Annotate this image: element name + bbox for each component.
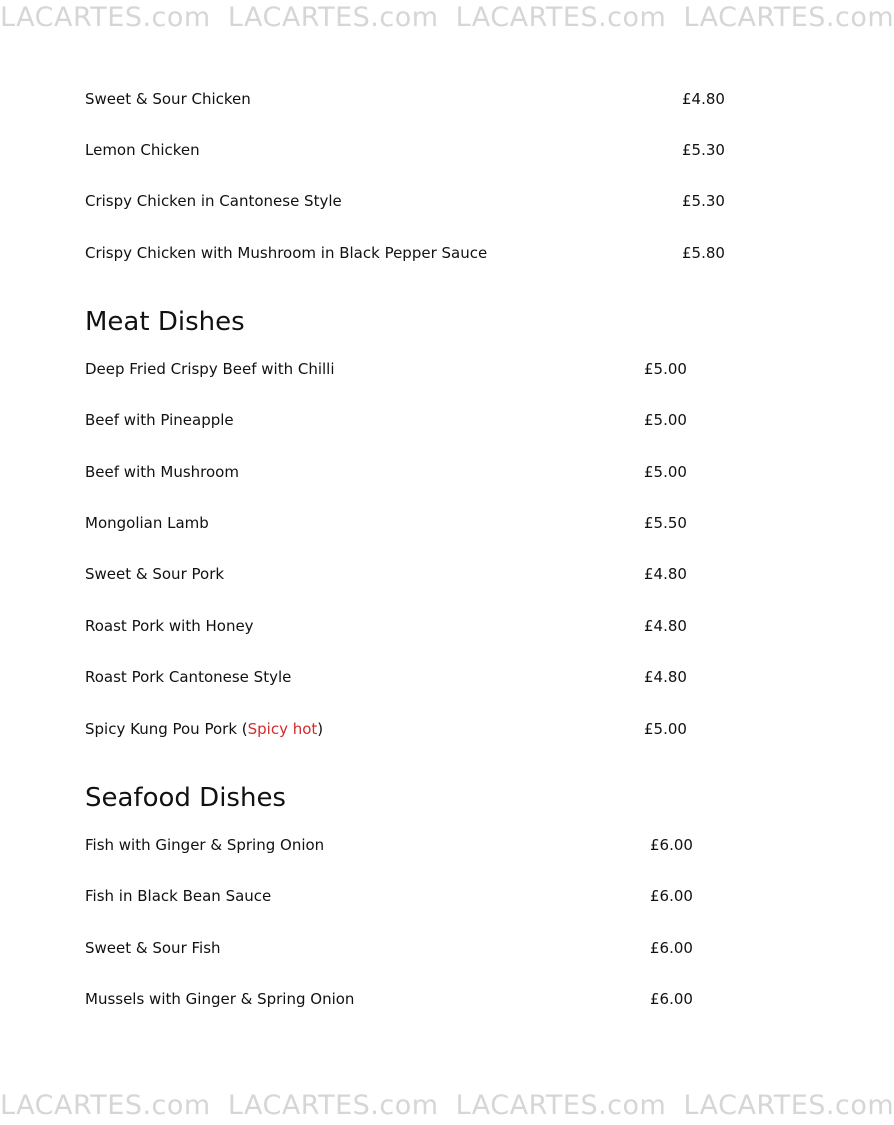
menu-item-price: £4.80 bbox=[682, 90, 725, 108]
menu-item-price: £5.00 bbox=[644, 463, 687, 481]
menu-item-name: Roast Pork with Honey bbox=[85, 617, 254, 635]
menu-item-name: Crispy Chicken with Mushroom in Black Pepper Sauce bbox=[85, 244, 488, 262]
menu-item-price: £6.00 bbox=[650, 990, 693, 1008]
section-title-seafood: Seafood Dishes bbox=[85, 783, 286, 813]
menu-item-name: Fish in Black Bean Sauce bbox=[85, 887, 272, 905]
menu-item-name: Beef with Mushroom bbox=[85, 463, 239, 481]
watermark-text: LACARTES.com bbox=[0, 2, 211, 33]
menu-item-price: £4.80 bbox=[644, 668, 687, 686]
menu-item-name: Sweet & Sour Pork bbox=[85, 565, 225, 583]
watermark-text: LACARTES.com bbox=[683, 1090, 894, 1121]
menu-item-price: £5.00 bbox=[644, 720, 687, 738]
menu-item-name: Mongolian Lamb bbox=[85, 514, 209, 532]
menu-item-name: Sweet & Sour Fish bbox=[85, 939, 221, 957]
menu-item-price: £4.80 bbox=[644, 565, 687, 583]
section-title-meat: Meat Dishes bbox=[85, 307, 245, 337]
menu-item-price: £6.00 bbox=[650, 939, 693, 957]
menu-item-price: £5.30 bbox=[682, 192, 725, 210]
watermark-text: LACARTES.com bbox=[455, 1090, 667, 1121]
watermark-bottom bbox=[0, 1090, 894, 1121]
watermark-text: LACARTES.com bbox=[227, 2, 439, 33]
menu-item-price: £4.80 bbox=[644, 617, 687, 635]
watermark-top bbox=[0, 2, 894, 33]
menu-item-name-suffix: ) bbox=[317, 720, 324, 738]
menu-item-price: £5.30 bbox=[682, 141, 725, 159]
spicy-hot-note: Spicy hot bbox=[247, 720, 318, 738]
menu-item-price: £5.50 bbox=[644, 514, 687, 532]
menu-item-price: £5.00 bbox=[644, 411, 687, 429]
watermark-text: LACARTES.com bbox=[227, 1090, 439, 1121]
watermark-text: LACARTES.com bbox=[683, 2, 894, 33]
menu-item-name: Mussels with Ginger & Spring Onion bbox=[85, 990, 355, 1008]
watermark-text: LACARTES.com bbox=[455, 2, 667, 33]
menu-item-price: £5.00 bbox=[644, 360, 687, 378]
menu-item-name: Sweet & Sour Chicken bbox=[85, 90, 251, 108]
menu-item-name: Lemon Chicken bbox=[85, 141, 200, 159]
menu-item-price: £5.80 bbox=[682, 244, 725, 262]
menu-item-name: Deep Fried Crispy Beef with Chilli bbox=[85, 360, 335, 378]
menu-item-name: Crispy Chicken in Cantonese Style bbox=[85, 192, 342, 210]
menu-item-price: £6.00 bbox=[650, 836, 693, 854]
watermark-text: LACARTES.com bbox=[0, 1090, 211, 1121]
menu-item-name: Fish with Ginger & Spring Onion bbox=[85, 836, 325, 854]
menu-item-name-text: Spicy Kung Pou Pork ( bbox=[85, 720, 248, 738]
menu-item-name: Roast Pork Cantonese Style bbox=[85, 668, 292, 686]
menu-item-name: Beef with Pineapple bbox=[85, 411, 234, 429]
menu-item-name bbox=[85, 720, 323, 738]
menu-item-price: £6.00 bbox=[650, 887, 693, 905]
